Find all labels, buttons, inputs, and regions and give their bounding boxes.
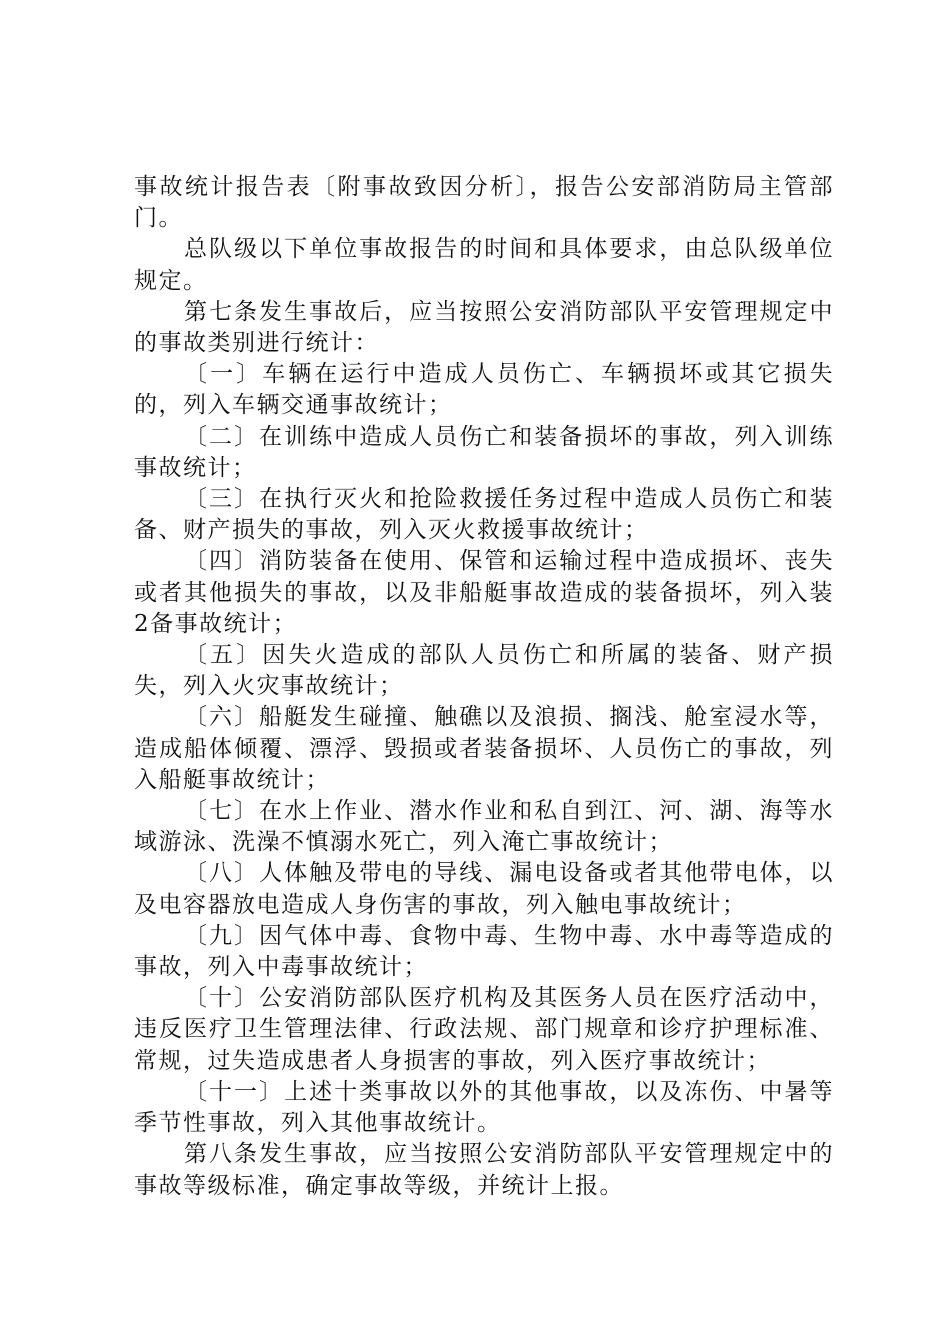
list-item-11-other: 〔十一〕上述十类事故以外的其他事故，以及冻伤、中暑等季节性事故，列入其他事故统计。	[134, 1078, 834, 1137]
list-item-10-medical: 〔十〕公安消防部队医疗机构及其医务人员在医疗活动中，违反医疗卫生管理法律、行政法规、部门规章和诊疗护理标准、常规，过失造成患者人身损害的事故，列入医疗事故统计；	[134, 985, 834, 1074]
list-item-6-vessel: 〔六〕船艇发生碰撞、触礁以及浪损、搁浅、舱室浸水等，造成船体倾覆、漂浮、毁损或者装备损坏、人员伤亡的事故，列入船艇事故统计；	[134, 704, 834, 793]
list-item-8-electric-shock: 〔八〕人体触及带电的导线、漏电设备或者其他带电体，以及电容器放电造成人身伤害的事故，列入触电事故统计；	[134, 860, 834, 918]
paragraph-article-8: 第八条发生事故，应当按照公安消防部队平安管理规定中的事故等级标准，确定事故等级，并统计上报。	[134, 1141, 834, 1199]
list-item-2-training: 〔二〕在训练中造成人员伤亡和装备损坏的事故，列入训练事故统计；	[134, 423, 834, 481]
paragraph-article-7: 第七条发生事故后，应当按照公安消防部队平安管理规定中的事故类别进行统计：	[134, 298, 834, 357]
list-item-3-firefighting: 〔三〕在执行灭火和抢险救援任务过程中造成人员伤亡和装备、财产损失的事故，列入灭火救援事故统计；	[134, 486, 834, 544]
list-item-9-poisoning: 〔九〕因气体中毒、食物中毒、生物中毒、水中毒等造成的事故，列入中毒事故统计；	[134, 922, 834, 981]
paragraph-report-table: 事故统计报告表〔附事故致因分析〕，报告公安部消防局主管部门。	[134, 174, 834, 232]
list-item-5-fire: 〔五〕因失火造成的部队人员伤亡和所属的装备、财产损失，列入火灾事故统计；	[134, 642, 834, 700]
list-item-7-drowning: 〔七〕在水上作业、潜水作业和私自到江、河、湖、海等水域游泳、洗澡不慎溺水死亡，列入淹亡事故统计；	[134, 798, 834, 856]
document-body	[134, 172, 834, 1202]
paragraph-reporting-rules: 总队级以下单位事故报告的时间和具体要求，由总队级单位规定。	[134, 236, 834, 294]
list-item-1-vehicle: 〔一〕车辆在运行中造成人员伤亡、车辆损坏或其它损失的，列入车辆交通事故统计；	[134, 361, 834, 419]
list-item-4-equipment: 〔四〕消防装备在使用、保管和运输过程中造成损坏、丧失或者其他损失的事故，以及非船艇事故造成的装备损坏，列入装2备事故统计；	[134, 548, 834, 637]
